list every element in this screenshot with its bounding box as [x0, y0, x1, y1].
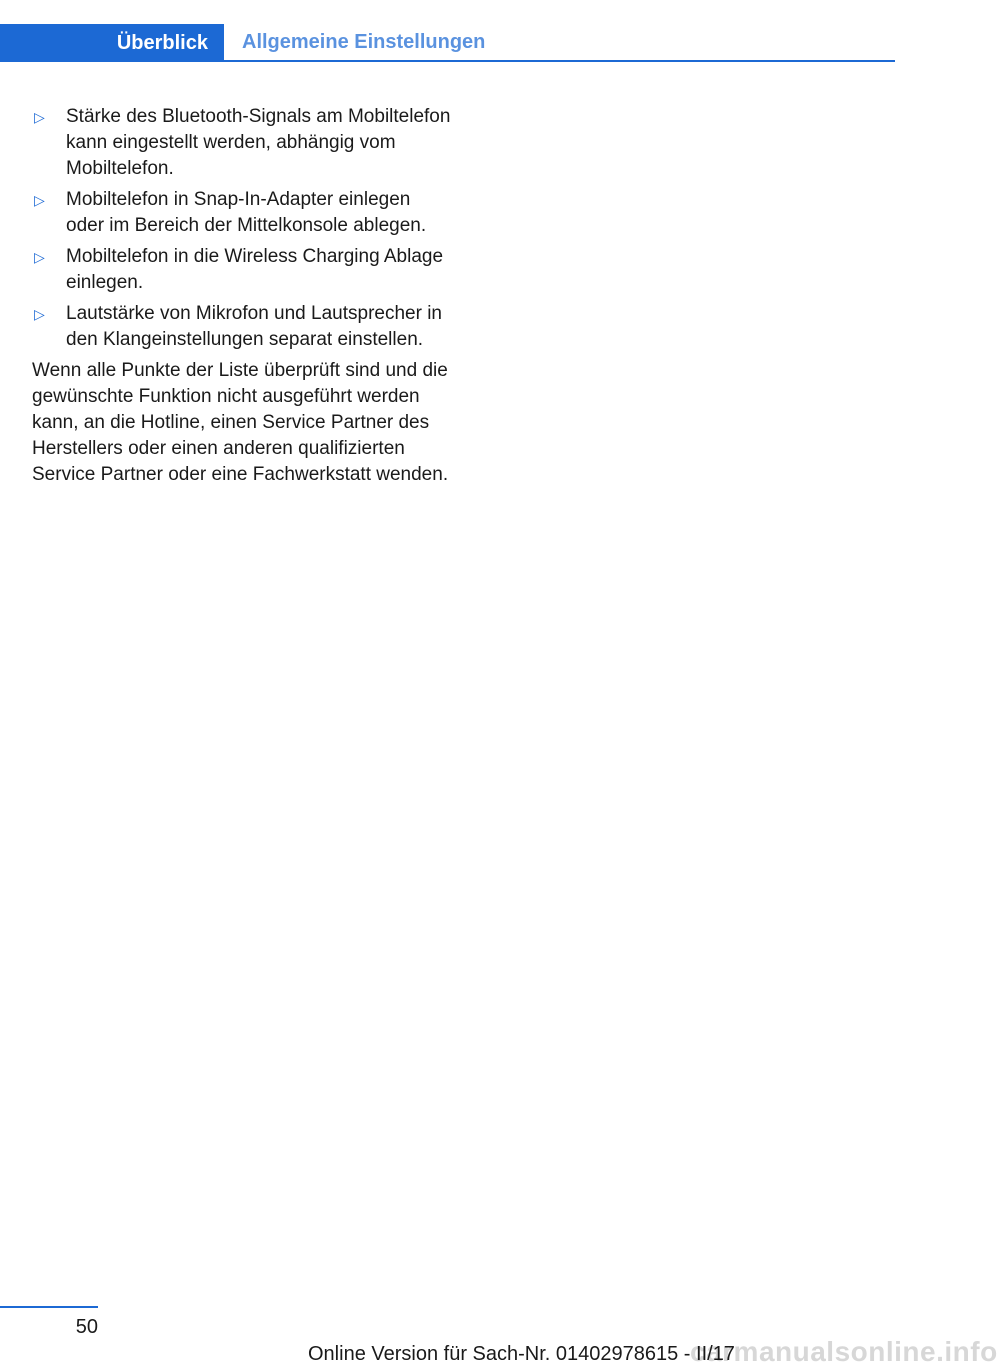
list-item-text: Stärke des Bluetooth-Signals am Mobiltelefon kann eingestellt werden, abhängig vom Mobiltelefon. [66, 106, 451, 179]
triangle-right-icon: ▷ [34, 109, 45, 125]
watermark: carmanualsonline.info [690, 1336, 998, 1367]
footer-divider [0, 1306, 98, 1308]
section-tab-general-settings[interactable]: Allgemeine Einstellungen [242, 30, 486, 53]
footer-version-note: Online Version für Sach-Nr. 01402978615 - II/17 [308, 1343, 735, 1365]
list-item [32, 104, 452, 182]
triangle-right-icon: ▷ [34, 192, 45, 208]
list-item-text: Mobiltelefon in Snap-In-Adapter einlegen oder im Bereich der Mittelkonsole ablegen. [66, 189, 427, 236]
triangle-right-icon: ▷ [34, 249, 45, 265]
list-item [32, 187, 452, 239]
main-content [32, 104, 452, 488]
chapter-tab-overview[interactable]: Überblick [0, 24, 224, 62]
header-divider [0, 60, 895, 62]
triangle-right-icon: ▷ [34, 306, 45, 322]
body-paragraph: Wenn alle Punkte der Liste überprüft sind und die gewünschte Funktion nicht ausgeführt werden kann, an die Hotline, einen Service Partner des Herstellers oder einen anderen qualifizierten Service Partner oder eine Fachwerkstatt wenden. [32, 360, 449, 485]
page-number: 50 [75, 1316, 98, 1338]
list-item [32, 301, 452, 353]
page-header [0, 24, 895, 62]
list-item-text: Lautstärke von Mikrofon und Lautsprecher in den Klangeinstellungen separat einstellen. [66, 303, 442, 350]
list-item-text: Mobiltelefon in die Wireless Charging Ablage einlegen. [66, 246, 444, 293]
list-item [32, 244, 452, 296]
